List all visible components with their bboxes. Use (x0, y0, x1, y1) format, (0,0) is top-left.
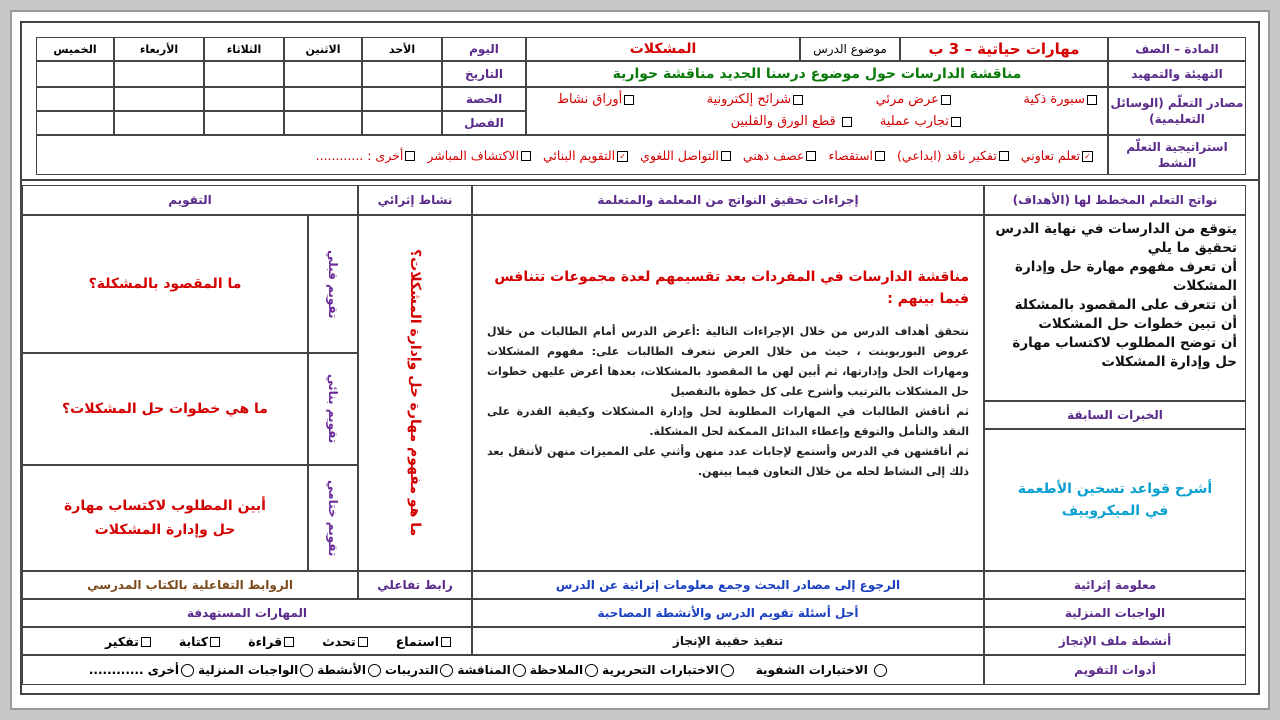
strategy-brainstorm[interactable]: عصف ذهني (743, 148, 817, 163)
tool-written[interactable]: الاختبارات التحريرية (602, 663, 734, 677)
assessment-header: التقويم (22, 185, 358, 215)
strategy-language[interactable]: التواصل اللغوي (640, 148, 731, 163)
outcome-1: أن تعرف مفهوم مهارة حل وإدارة المشكلات (1015, 259, 1237, 294)
period-cell-1[interactable] (362, 87, 442, 111)
assessment-type-formative: تقويم بنائي (308, 353, 358, 465)
period-cell-4[interactable] (114, 87, 204, 111)
skill-thinking[interactable]: تفكير (105, 634, 151, 649)
source-smartboard[interactable]: سبورة ذكية (1023, 92, 1097, 107)
day-wednesday: الأربعاء (114, 37, 204, 61)
period-cell-5[interactable] (36, 87, 114, 111)
portfolio-label: أنشطة ملف الإنجاز (984, 627, 1246, 655)
skill-listening[interactable]: استماع (396, 634, 451, 649)
skill-speaking[interactable]: تحدث (322, 634, 367, 649)
prior-knowledge-value: أشرح قواعد تسخين الأطعمة في الميكروييف (984, 429, 1246, 571)
enrich-info-label: معلومة إثرائية (984, 571, 1246, 599)
strategy-critical-thinking[interactable]: تفكير ناقد (ابداعي) (897, 148, 1009, 163)
day-monday: الاثنين (284, 37, 362, 61)
outcomes-intro: يتوقع من الدارسات في نهاية الدرس تحقيق ما يلي (995, 221, 1237, 256)
tool-other[interactable]: أخرى ............ (89, 663, 194, 677)
strategy-inquiry[interactable]: استقصاء (828, 148, 885, 163)
tool-discussion[interactable]: المناقشة (457, 663, 525, 677)
procedures-header: إجراءات تحقيق النواتج من المعلمة والمتعلمة (472, 185, 984, 215)
outcome-4: أن توضح المطلوب لاكتساب مهارة حل وإدارة المشكلات (1012, 335, 1237, 370)
day-label: اليوم (442, 37, 526, 61)
tool-observation[interactable]: الملاحظة (530, 663, 598, 677)
enrich-info-value: الرجوع إلى مصادر البحث وجمع معلومات إثرائية عن الدرس (472, 571, 984, 599)
procedures-paragraph-1: نتحقق أهداف الدرس من خلال الإجراءات التالية :أعرض الدرس أمام الطالبات من خلال عروض البوربوينت ، حيث من خلال العرض نتعرف الطالبات على: مفهوم المشكلات ومهارات الحل وإدارتها، ثم أبين لهن ما المقصود بالمشكلات، بعدها أعرض عليهن خطوات حل المشكلات بالترتيب وأشرح على كل خطوة بالتفصيل (487, 325, 969, 398)
skills-label: المهارات المستهدفة (22, 599, 472, 627)
strategies-label: استراتيجية التعلّم النشط (1108, 135, 1246, 175)
enrichment-header: نشاط إثرائي (358, 185, 472, 215)
tool-homework[interactable]: الواجبات المنزلية (198, 663, 313, 677)
outcome-3: أن تبين خطوات حل المشكلات (1038, 316, 1237, 332)
homework-label: الواجبات المنزلية (984, 599, 1246, 627)
date-cell-5[interactable] (36, 61, 114, 87)
source-experiments[interactable]: تجارب عملية (880, 114, 961, 129)
subject-label: المادة – الصف (1108, 37, 1246, 61)
procedures-paragraph-3: ثم أناقشهن في الدرس وأستمع لإجابات عدد منهن وأثني على المميزات منهن لأنتقل بعد ذلك إلى النشاط لحله من خلال التعاون فيما بينهن. (487, 445, 969, 478)
topic-value: المشكلات (526, 37, 800, 61)
skills-list (22, 627, 472, 655)
date-label: التاريخ (442, 61, 526, 87)
procedures-paragraph-2: ثم أناقش الطالبات في المهارات المطلوبة لحل وإدارة المشكلات وكيفية القدرة على النقد والتأمل والتوقع وإعطاء البدائل الممكنة لحل المشكلة. (487, 405, 969, 438)
period-cell-2[interactable] (284, 87, 362, 111)
source-paper-pieces[interactable]: قطع الورق والقلبين (731, 114, 852, 129)
source-slides[interactable]: شرائح إلكترونية (707, 92, 803, 107)
procedures-cell (472, 215, 984, 571)
tool-oral[interactable]: الاختبارات الشفوية (756, 663, 887, 677)
strategy-formative[interactable]: ✓التقويم البنائي (543, 148, 628, 163)
date-cell-2[interactable] (284, 61, 362, 87)
strategy-other[interactable]: أخرى : ............ (316, 148, 416, 163)
prior-knowledge-label: الخبرات السابقة (984, 401, 1246, 429)
intro-value: مناقشة الدارسات حول موضوع درسنا الجديد مناقشة حوارية (526, 61, 1108, 87)
date-cell-4[interactable] (114, 61, 204, 87)
source-video[interactable]: عرض مرئي (876, 92, 951, 107)
day-thursday: الخميس (36, 37, 114, 61)
intro-label: التهيئة والتمهيد (1108, 61, 1246, 87)
enrichment-value: ما هو مفهوم مهارة حل وإدارة المشكلات؟ (407, 249, 423, 537)
assessment-type-final: تقويم ختامي (308, 465, 358, 571)
portfolio-value: تنفيذ حقيبة الإنجاز (472, 627, 984, 655)
interactive-link-label: رابط تفاعلي (358, 571, 472, 599)
assessment-question-2: ما هي خطوات حل المشكلات؟ (22, 353, 308, 465)
homework-value: أحل أسئلة تقويم الدرس والأنشطة المصاحبة (472, 599, 984, 627)
class-label: الفصل (442, 111, 526, 135)
skill-writing[interactable]: كتابة (179, 634, 220, 649)
date-cell-1[interactable] (362, 61, 442, 87)
day-sunday: الأحد (362, 37, 442, 61)
assessment-type-pre: تقويم قبلي (308, 215, 358, 353)
section-divider (22, 179, 1258, 181)
outcomes-header: نواتج التعلم المخطط لها (الأهداف) (984, 185, 1246, 215)
sources-list (526, 87, 1108, 135)
source-worksheets[interactable]: أوراق نشاط (557, 92, 634, 107)
procedures-headline: مناقشة الدارسات في المفردات بعد تقسيمهم لعدة مجموعات تتنافس فيما بينهم : (494, 269, 969, 307)
subject-value: مهارات حياتية – 3 ب (900, 37, 1108, 61)
assessment-question-3: أبين المطلوب لاكتساب مهارة حل وإدارة المشكلات (22, 465, 308, 571)
tools-label: أدوات التقويم (984, 655, 1246, 685)
class-cell-1[interactable] (362, 111, 442, 135)
enrichment-cell (358, 215, 472, 571)
strategy-cooperative[interactable]: ✓تعلم تعاوني (1021, 148, 1093, 163)
period-cell-3[interactable] (204, 87, 284, 111)
strategy-discovery[interactable]: الاكتشاف المباشر (427, 148, 531, 163)
outcomes-cell (984, 215, 1246, 401)
interactive-link-value[interactable]: الروابط التفاعلية بالكتاب المدرسي (22, 571, 358, 599)
period-label: الحصة (442, 87, 526, 111)
tool-exercises[interactable]: التدريبات (385, 663, 453, 677)
tool-activities[interactable]: الأنشطة (317, 663, 381, 677)
class-cell-2[interactable] (284, 111, 362, 135)
date-cell-3[interactable] (204, 61, 284, 87)
topic-label: موضوع الدرس (800, 37, 900, 61)
class-cell-3[interactable] (204, 111, 284, 135)
day-tuesday: الثلاثاء (204, 37, 284, 61)
tools-list (22, 655, 984, 685)
sources-label: مصادر التعلّم (الوسائل التعليمية) (1108, 87, 1246, 135)
lesson-plan (20, 21, 1260, 695)
outcome-2: أن تتعرف على المقصود بالمشكلة (1014, 297, 1237, 313)
assessment-question-1: ما المقصود بالمشكلة؟ (22, 215, 308, 353)
skill-reading[interactable]: قراءة (248, 634, 294, 649)
strategies-list (36, 135, 1108, 175)
class-cell-4[interactable] (114, 111, 204, 135)
class-cell-5[interactable] (36, 111, 114, 135)
